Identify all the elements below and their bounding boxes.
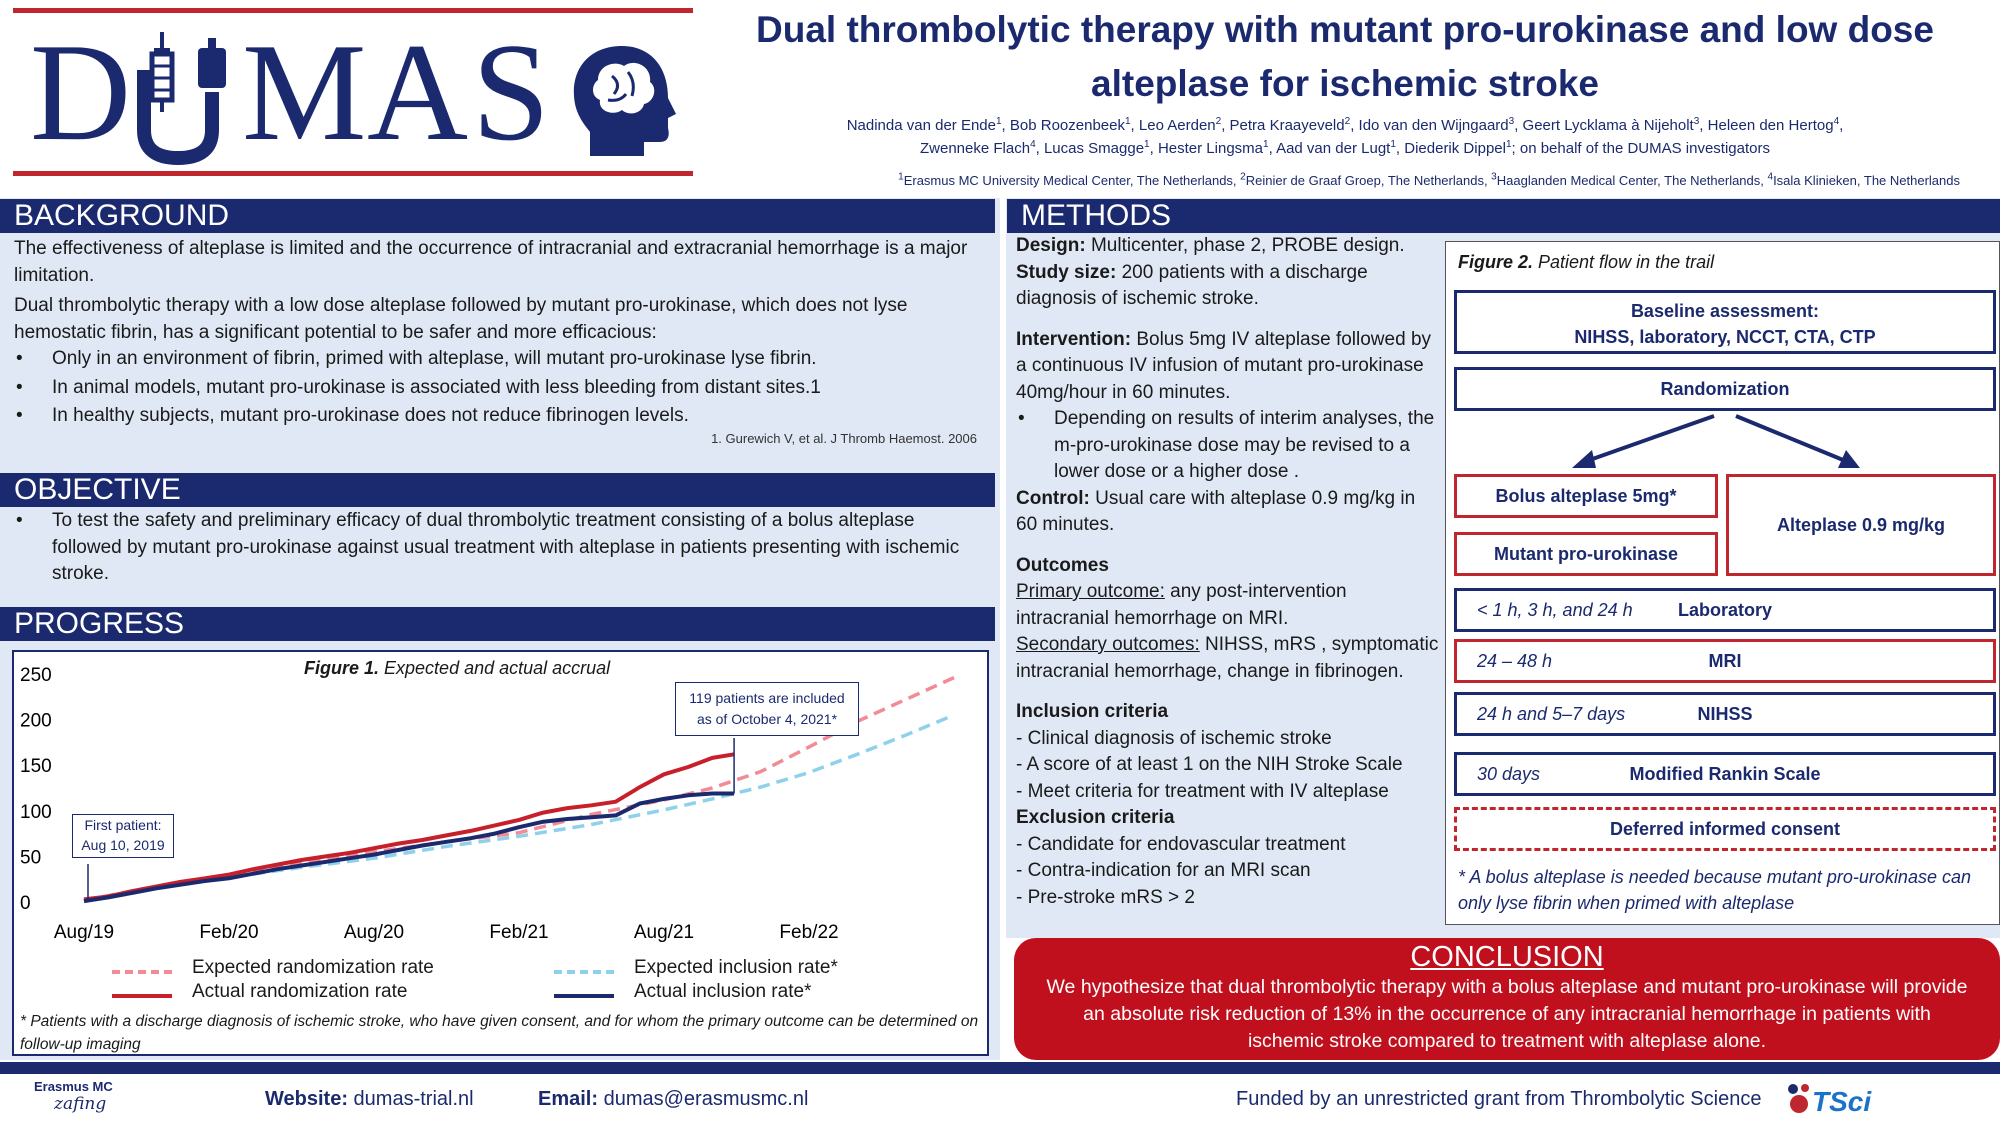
secondary-outcome: Secondary outcomes: NIHSS, mRS , symptomatic intracranial hemorrhage, change in fibrinogen. bbox=[1016, 634, 1439, 682]
randomization-box: Randomization bbox=[1454, 367, 1996, 411]
figure1-box bbox=[12, 650, 989, 1056]
legend-line-expected-randomization bbox=[112, 970, 172, 974]
legend-line-expected-inclusion bbox=[554, 970, 614, 974]
erasmus-logo: Erasmus MC zafing bbox=[34, 1079, 113, 1114]
footer-website[interactable]: Website: dumas-trial.nl bbox=[265, 1088, 474, 1110]
legend-label: Expected randomization rate bbox=[192, 957, 434, 978]
conclusion-panel bbox=[1014, 938, 2000, 1060]
author-name: Zwenneke Flach bbox=[920, 140, 1031, 157]
y-tick-label: 200 bbox=[20, 710, 52, 732]
x-tick-label: Aug/20 bbox=[343, 922, 405, 943]
affiliation: Isala Klinieken, The Netherlands bbox=[1773, 173, 1960, 188]
outcomes-heading: Outcomes bbox=[1016, 554, 1109, 576]
dumas-logo bbox=[22, 15, 692, 170]
background-paragraph-2: Dual thrombolytic therapy with a low dose alteplase followed by mutant pro-urokinase, which does not lyse hemostatic fibrin, has a significant potential to be safer and more efficacious: bbox=[14, 295, 908, 343]
bolus-box: Bolus alteplase 5mg* bbox=[1454, 474, 1718, 518]
footer-funding: Funded by an unrestricted grant from Thrombolytic Science bbox=[1236, 1088, 1762, 1110]
exclusion-item: - Contra-indication for an MRI scan bbox=[1016, 860, 1311, 881]
chart-legend bbox=[14, 954, 987, 1014]
x-tick-label: Aug/21 bbox=[633, 922, 695, 943]
objective-heading: OBJECTIVE bbox=[0, 473, 995, 507]
figure1-footnote: * Patients with a discharge diagnosis of ischemic stroke, who have given consent, and for whom the primary outcome can be determined on follow-up imaging bbox=[20, 1013, 979, 1053]
deferred-consent-box: Deferred informed consent bbox=[1454, 807, 1996, 851]
background-section bbox=[14, 236, 989, 448]
callout-current-line2: as of October 4, 2021* bbox=[696, 711, 838, 727]
logo-letter-m: M bbox=[242, 15, 367, 170]
objective-bullet: • To test the safety and preliminary efficacy of dual thrombolytic treatment consisting of a bolus alteplase followed by mutant pro-urokinase against usual treatment with alteplase in patients presenting with ischemic stroke. bbox=[14, 508, 974, 588]
x-tick-label: Aug/19 bbox=[53, 922, 115, 943]
footer-email[interactable]: Email: dumas@erasmusmc.nl bbox=[538, 1088, 809, 1110]
baseline-box: Baseline assessment: NIHSS, laboratory, NCCT, CTA, CTP bbox=[1454, 290, 1996, 354]
y-tick-label: 100 bbox=[20, 801, 52, 823]
methods-intervention: Intervention: Bolus 5mg IV alteplase followed by a continuous IV infusion of mutant pro-urokinase 40mg/hour in 60 minutes. bbox=[1016, 328, 1432, 403]
exclusion-item: - Pre-stroke mRS > 2 bbox=[1016, 886, 1195, 908]
callout-first-line2: Aug 10, 2019 bbox=[81, 837, 165, 853]
methods-text bbox=[1016, 233, 1440, 911]
author-name: Lucas Smagge bbox=[1043, 140, 1145, 157]
legend-label: Expected inclusion rate* bbox=[634, 957, 838, 978]
x-tick-label: Feb/22 bbox=[779, 922, 839, 943]
callout-current bbox=[675, 682, 859, 736]
mutant-box: Mutant pro-urokinase bbox=[1454, 532, 1718, 576]
mri-box: 24 – 48 h MRI bbox=[1454, 639, 1996, 683]
authors-line1: Nadinda van der Ende$^1$, Bob Roozenbeek$^1$, Leo Aerden$^2$, Petra Kraayeveld$^2$, Ido van den Wijngaard$^3$, Geert Lycklama à Nijeholt$^3$, Heleen den Hertog$^4$, bbox=[846, 116, 1844, 134]
conclusion-text: We hypothesize that dual thrombolytic therapy with a bolus alteplase and mutant pro-urokinase will provide an absolute risk reduction of 13% in the occurrence of any intracranial hemorrhage in patients with ischemic stroke compared to treatment with alteplase alone. bbox=[1046, 976, 1968, 1052]
author-name: Diederik Dippel bbox=[1404, 140, 1506, 157]
methods-heading: METHODS bbox=[1007, 199, 2000, 233]
author-name: Heleen den Hertog bbox=[1707, 117, 1834, 134]
methods-intervention-bullet: • Depending on results of interim analyses, the m-pro-urokinase dose may be revised to a lower dose or a higher dose . bbox=[1016, 406, 1440, 486]
callout-first-line1: First patient: bbox=[84, 817, 162, 833]
affiliation: Erasmus MC University Medical Center, The Netherlands, bbox=[903, 173, 1241, 188]
poster-title-line2: alteplase for ischemic stroke bbox=[1091, 63, 1599, 104]
background-paragraph-1: The effectiveness of alteplase is limited and the occurrence of intracranial and extracranial hemorrhage is a major limitation. bbox=[14, 238, 968, 286]
background-bullet: • In healthy subjects, mutant pro-urokinase does not reduce fibrinogen levels. bbox=[14, 403, 989, 430]
exclusion-heading: Exclusion criteria bbox=[1016, 807, 1175, 828]
author-name: Hester Lingsma bbox=[1157, 140, 1263, 157]
tsci-mark-icon bbox=[1786, 1080, 1812, 1118]
background-bullet: • Only in an environment of fibrin, primed with alteplase, will mutant pro-urokinase lyse fibrin. bbox=[14, 346, 989, 373]
y-tick-label: 150 bbox=[20, 756, 52, 778]
author-name: Petra Kraayeveld bbox=[1229, 117, 1345, 134]
authors-line2: Zwenneke Flach$^4$, Lucas Smagge$^1$, Hester Lingsma$^1$, Aad van der Lugt$^1$, Diederik Dippel$^1$; on behalf of the DUMAS investigators bbox=[920, 139, 1770, 157]
legend-label: Actual inclusion rate* bbox=[634, 981, 812, 1002]
methods-design: Design: Multicenter, phase 2, PROBE design. bbox=[1016, 235, 1405, 256]
logo-letter-s: S bbox=[472, 15, 550, 170]
x-tick-label: Feb/21 bbox=[489, 922, 549, 943]
series-line bbox=[84, 794, 734, 902]
logo-letter-a: A bbox=[367, 15, 469, 170]
callout-first-patient bbox=[72, 814, 174, 858]
exclusion-item: - Candidate for endovascular treatment bbox=[1016, 833, 1346, 855]
nihss-box: 24 h and 5–7 days NIHSS bbox=[1454, 692, 1996, 736]
footer-bar bbox=[0, 1062, 2000, 1074]
tsci-logo: TSci bbox=[1786, 1080, 1896, 1120]
affiliation: Reinier de Graaf Groep, The Netherlands, bbox=[1245, 173, 1492, 188]
inclusion-heading: Inclusion criteria bbox=[1016, 701, 1169, 722]
branch-arrows bbox=[1446, 410, 2000, 474]
inclusion-item: - Meet criteria for treatment with IV alteplase bbox=[1016, 780, 1389, 802]
logo-bottom-rule bbox=[13, 171, 693, 176]
affiliation: Haaglanden Medical Center, The Netherlands, bbox=[1496, 173, 1768, 188]
inclusion-item: - A score of at least 1 on the NIH Stroke Scale bbox=[1016, 754, 1403, 775]
legend-line-actual-inclusion bbox=[554, 994, 614, 998]
head-brain-icon bbox=[562, 40, 692, 160]
legend-line-actual-randomization bbox=[112, 994, 172, 998]
methods-study-size: Study size: 200 patients with a discharge diagnosis of ischemic stroke. bbox=[1016, 261, 1368, 309]
figure1-title: Expected and actual accrual bbox=[384, 658, 611, 678]
author-name: Leo Aerden bbox=[1138, 117, 1216, 134]
primary-outcome: Primary outcome: any post-intervention intracranial hemorrhage on MRI. bbox=[1016, 581, 1347, 629]
author-name: Geert Lycklama à Nijeholt bbox=[1522, 117, 1694, 134]
background-heading: BACKGROUND bbox=[0, 199, 995, 233]
y-tick-label: 250 bbox=[20, 665, 52, 686]
y-tick-label: 50 bbox=[20, 847, 42, 869]
series-line bbox=[84, 754, 734, 899]
author-name: Ido van den Wijngaard bbox=[1358, 117, 1509, 134]
figure2-footnote: * A bolus alteplase is needed because mutant pro-urokinase can only lyse fibrin when primed with alteplase bbox=[1458, 867, 1971, 913]
author-name: Aad van der Lugt bbox=[1276, 140, 1391, 157]
author-name: Nadinda van der Ende bbox=[846, 117, 996, 134]
legend-label: Actual randomization rate bbox=[192, 981, 408, 1002]
methods-control: Control: Usual care with alteplase 0.9 mg/kg in 60 minutes. bbox=[1016, 487, 1416, 535]
syringe-icon bbox=[130, 30, 240, 165]
y-tick-label: 0 bbox=[20, 893, 31, 914]
x-tick-label: Feb/20 bbox=[199, 922, 259, 943]
background-reference: 1. Gurewich V, et al. J Thromb Haemost. 2006 bbox=[711, 430, 977, 446]
figure2-box bbox=[1445, 241, 2000, 925]
conclusion-heading: CONCLUSION bbox=[1410, 941, 1604, 973]
figure2-caption: Figure 2. Patient flow in the trail bbox=[1458, 252, 1715, 272]
figure1-label: Figure 1. bbox=[304, 658, 380, 678]
laboratory-box: < 1 h, 3 h, and 24 h Laboratory bbox=[1454, 588, 1996, 632]
background-bullet: • In animal models, mutant pro-urokinase is associated with less bleeding from distant sites.1 bbox=[14, 375, 989, 402]
alteplase-box: Alteplase 0.9 mg/kg bbox=[1726, 474, 1996, 576]
series-line bbox=[84, 715, 954, 901]
logo-top-rule bbox=[13, 8, 693, 13]
logo-letter-d: D bbox=[30, 15, 132, 170]
mrs-box: 30 days Modified Rankin Scale bbox=[1454, 752, 1996, 796]
callout-current-line1: 119 patients are included bbox=[689, 690, 845, 706]
affiliations: $^1$Erasmus MC University Medical Center, The Netherlands, $^2$Reinier de Graaf Groep, The Netherlands, $^3$Haaglanden Medical Center, The Netherlands, $^4$Isala Klinieken, The Netherlands bbox=[898, 171, 1960, 188]
poster-title-line1: Dual thrombolytic therapy with mutant pro-urokinase and low dose bbox=[756, 9, 1934, 50]
inclusion-item: - Clinical diagnosis of ischemic stroke bbox=[1016, 727, 1332, 749]
progress-heading: PROGRESS bbox=[0, 607, 995, 641]
author-name: Bob Roozenbeek bbox=[1009, 117, 1125, 134]
